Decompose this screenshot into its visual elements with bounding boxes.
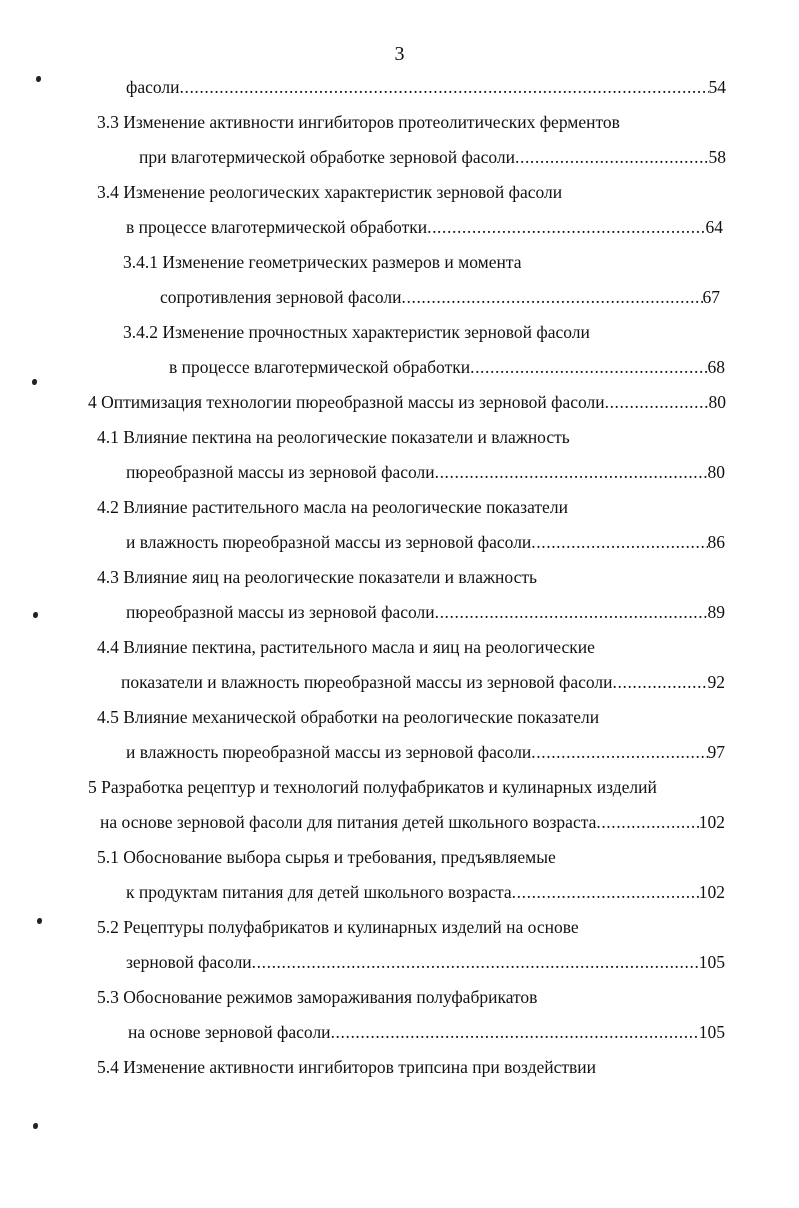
page-number: 3 xyxy=(394,43,405,65)
toc-entry-4-1-cont xyxy=(126,461,725,483)
toc-entry-5-1 xyxy=(97,846,556,868)
toc-entry-page: 64 xyxy=(705,217,723,237)
toc-leader-dots xyxy=(427,216,705,238)
toc-entry-page: 105 xyxy=(698,952,725,972)
toc-leader-dots xyxy=(512,881,699,903)
toc-entry-5-2-cont xyxy=(126,951,725,973)
toc-entry-5-3-cont xyxy=(128,1021,725,1043)
toc-entry-page: 105 xyxy=(698,1022,725,1042)
toc-entry-4-4-cont xyxy=(121,671,725,693)
toc-entry-5-3 xyxy=(97,986,537,1008)
toc-entry-page: 89 xyxy=(707,602,725,622)
toc-entry-text: на основе зерновой фасоли xyxy=(128,1022,331,1042)
toc-entry-text: 5.2 Рецептуры полуфабрикатов и кулинарных изделий на основе xyxy=(97,917,579,937)
toc-entry-text: 3.4.2 Изменение прочностных характеристик зерновой фасоли xyxy=(123,322,590,342)
toc-entry-text: на основе зерновой фасоли для питания детей школьного возраста xyxy=(100,812,597,832)
toc-entry-page: 67 xyxy=(702,287,720,307)
toc-entry-page: 102 xyxy=(698,812,725,832)
toc-entry-page: 97 xyxy=(707,742,725,762)
toc-entry-text: 5.3 Обоснование режимов замораживания полуфабрикатов xyxy=(97,987,538,1007)
toc-entry-page: 54 xyxy=(708,77,726,97)
toc-entry-page: 80 xyxy=(708,392,726,412)
toc-entry-text: при влаготермической обработке зерновой фасоли xyxy=(139,147,515,167)
toc-entry-3-2-cont xyxy=(126,76,726,98)
toc-entry-5-1-cont xyxy=(126,881,725,903)
toc-entry-text: пюреобразной массы из зерновой фасоли xyxy=(126,602,435,622)
toc-entry-page: 102 xyxy=(698,882,725,902)
toc-leader-dots xyxy=(331,1021,699,1043)
toc-entry-text: показатели и влажность пюреобразной массы из зерновой фасоли xyxy=(121,672,613,692)
toc-leader-dots xyxy=(435,601,708,623)
toc-entry-4 xyxy=(88,391,726,413)
toc-leader-dots xyxy=(605,391,709,413)
toc-entry-text: в процессе влаготермической обработки xyxy=(169,357,471,377)
scan-speck xyxy=(37,918,42,924)
toc-entry-4-1 xyxy=(97,426,570,448)
scan-speck xyxy=(33,1123,38,1129)
toc-entry-text: 4 Оптимизация технологии пюреобразной массы из зерновой фасоли xyxy=(88,392,605,412)
toc-leader-dots xyxy=(252,951,699,973)
toc-entry-4-5 xyxy=(97,706,599,728)
toc-entry-3-4 xyxy=(97,181,562,203)
toc-entry-text: пюреобразной массы из зерновой фасоли xyxy=(126,462,435,482)
scan-speck xyxy=(36,76,41,82)
toc-leader-dots xyxy=(180,76,709,98)
toc-entry-text: 4.3 Влияние яиц на реологические показатели и влажность xyxy=(97,567,537,587)
toc-entry-text: 3.4 Изменение реологических характеристик зерновой фасоли xyxy=(97,182,563,202)
toc-entry-page: 68 xyxy=(707,357,725,377)
toc-entry-text: к продуктам питания для детей школьного возраста xyxy=(126,882,512,902)
toc-entry-4-5-cont xyxy=(126,741,725,763)
toc-entry-3-4-2 xyxy=(123,321,590,343)
toc-entry-text: 5 Разработка рецептур и технологий полуфабрикатов и кулинарных изделий xyxy=(88,777,657,797)
toc-entry-text: и влажность пюреобразной массы из зерновой фасоли xyxy=(126,532,532,552)
toc-entry-page: 58 xyxy=(708,147,726,167)
toc-leader-dots xyxy=(531,531,707,553)
toc-entry-text: и влажность пюреобразной массы из зерновой фасоли xyxy=(126,742,532,762)
toc-entry-text: 3.3 Изменение активности ингибиторов протеолитических ферментов xyxy=(97,112,620,132)
toc-entry-text: зерновой фасоли xyxy=(126,952,252,972)
scan-speck xyxy=(33,612,38,618)
toc-entry-text: в процессе влаготермической обработки xyxy=(126,217,428,237)
scan-speck xyxy=(32,379,37,385)
toc-entry-text: фасоли xyxy=(126,77,180,97)
toc-leader-dots xyxy=(596,811,698,833)
toc-entry-3-4-2-cont xyxy=(169,356,725,378)
toc-entry-3-3 xyxy=(97,111,620,133)
toc-entry-5-4 xyxy=(97,1056,596,1078)
toc-entry-5-cont xyxy=(100,811,725,833)
toc-entry-4-4 xyxy=(97,636,595,658)
toc-entry-4-2 xyxy=(97,496,568,518)
toc-entry-text: 5.4 Изменение активности ингибиторов трипсина при воздействии xyxy=(97,1057,597,1077)
toc-leader-dots xyxy=(435,461,708,483)
toc-entry-3-3-cont xyxy=(139,146,726,168)
toc-entry-3-4-cont xyxy=(126,216,723,238)
toc-leader-dots xyxy=(613,671,708,693)
toc-leader-dots xyxy=(470,356,707,378)
toc-entry-page: 86 xyxy=(707,532,725,552)
toc-entry-3-4-1-cont xyxy=(160,286,720,308)
toc-entry-text: 3.4.1 Изменение геометрических размеров и момента xyxy=(123,252,522,272)
toc-entry-text: 4.4 Влияние пектина, растительного масла и яиц на реологические xyxy=(97,637,595,657)
toc-entry-3-4-1 xyxy=(123,251,521,273)
toc-entry-4-2-cont xyxy=(126,531,725,553)
toc-entry-4-3-cont xyxy=(126,601,725,623)
toc-entry-text: 4.5 Влияние механической обработки на реологические показатели xyxy=(97,707,600,727)
toc-leader-dots xyxy=(402,286,703,308)
toc-entry-page: 92 xyxy=(707,672,725,692)
toc-entry-4-3 xyxy=(97,566,537,588)
toc-entry-5-2 xyxy=(97,916,579,938)
toc-entry-text: 4.1 Влияние пектина на реологические показатели и влажность xyxy=(97,427,570,447)
toc-entry-5 xyxy=(88,776,657,798)
toc-entry-page: 80 xyxy=(707,462,725,482)
toc-entry-text: 5.1 Обоснование выбора сырья и требования, предъявляемые xyxy=(97,847,556,867)
toc-leader-dots xyxy=(531,741,707,763)
toc-entry-text: сопротивления зерновой фасоли xyxy=(160,287,402,307)
toc-entry-text: 4.2 Влияние растительного масла на реологические показатели xyxy=(97,497,568,517)
toc-leader-dots xyxy=(515,146,709,168)
